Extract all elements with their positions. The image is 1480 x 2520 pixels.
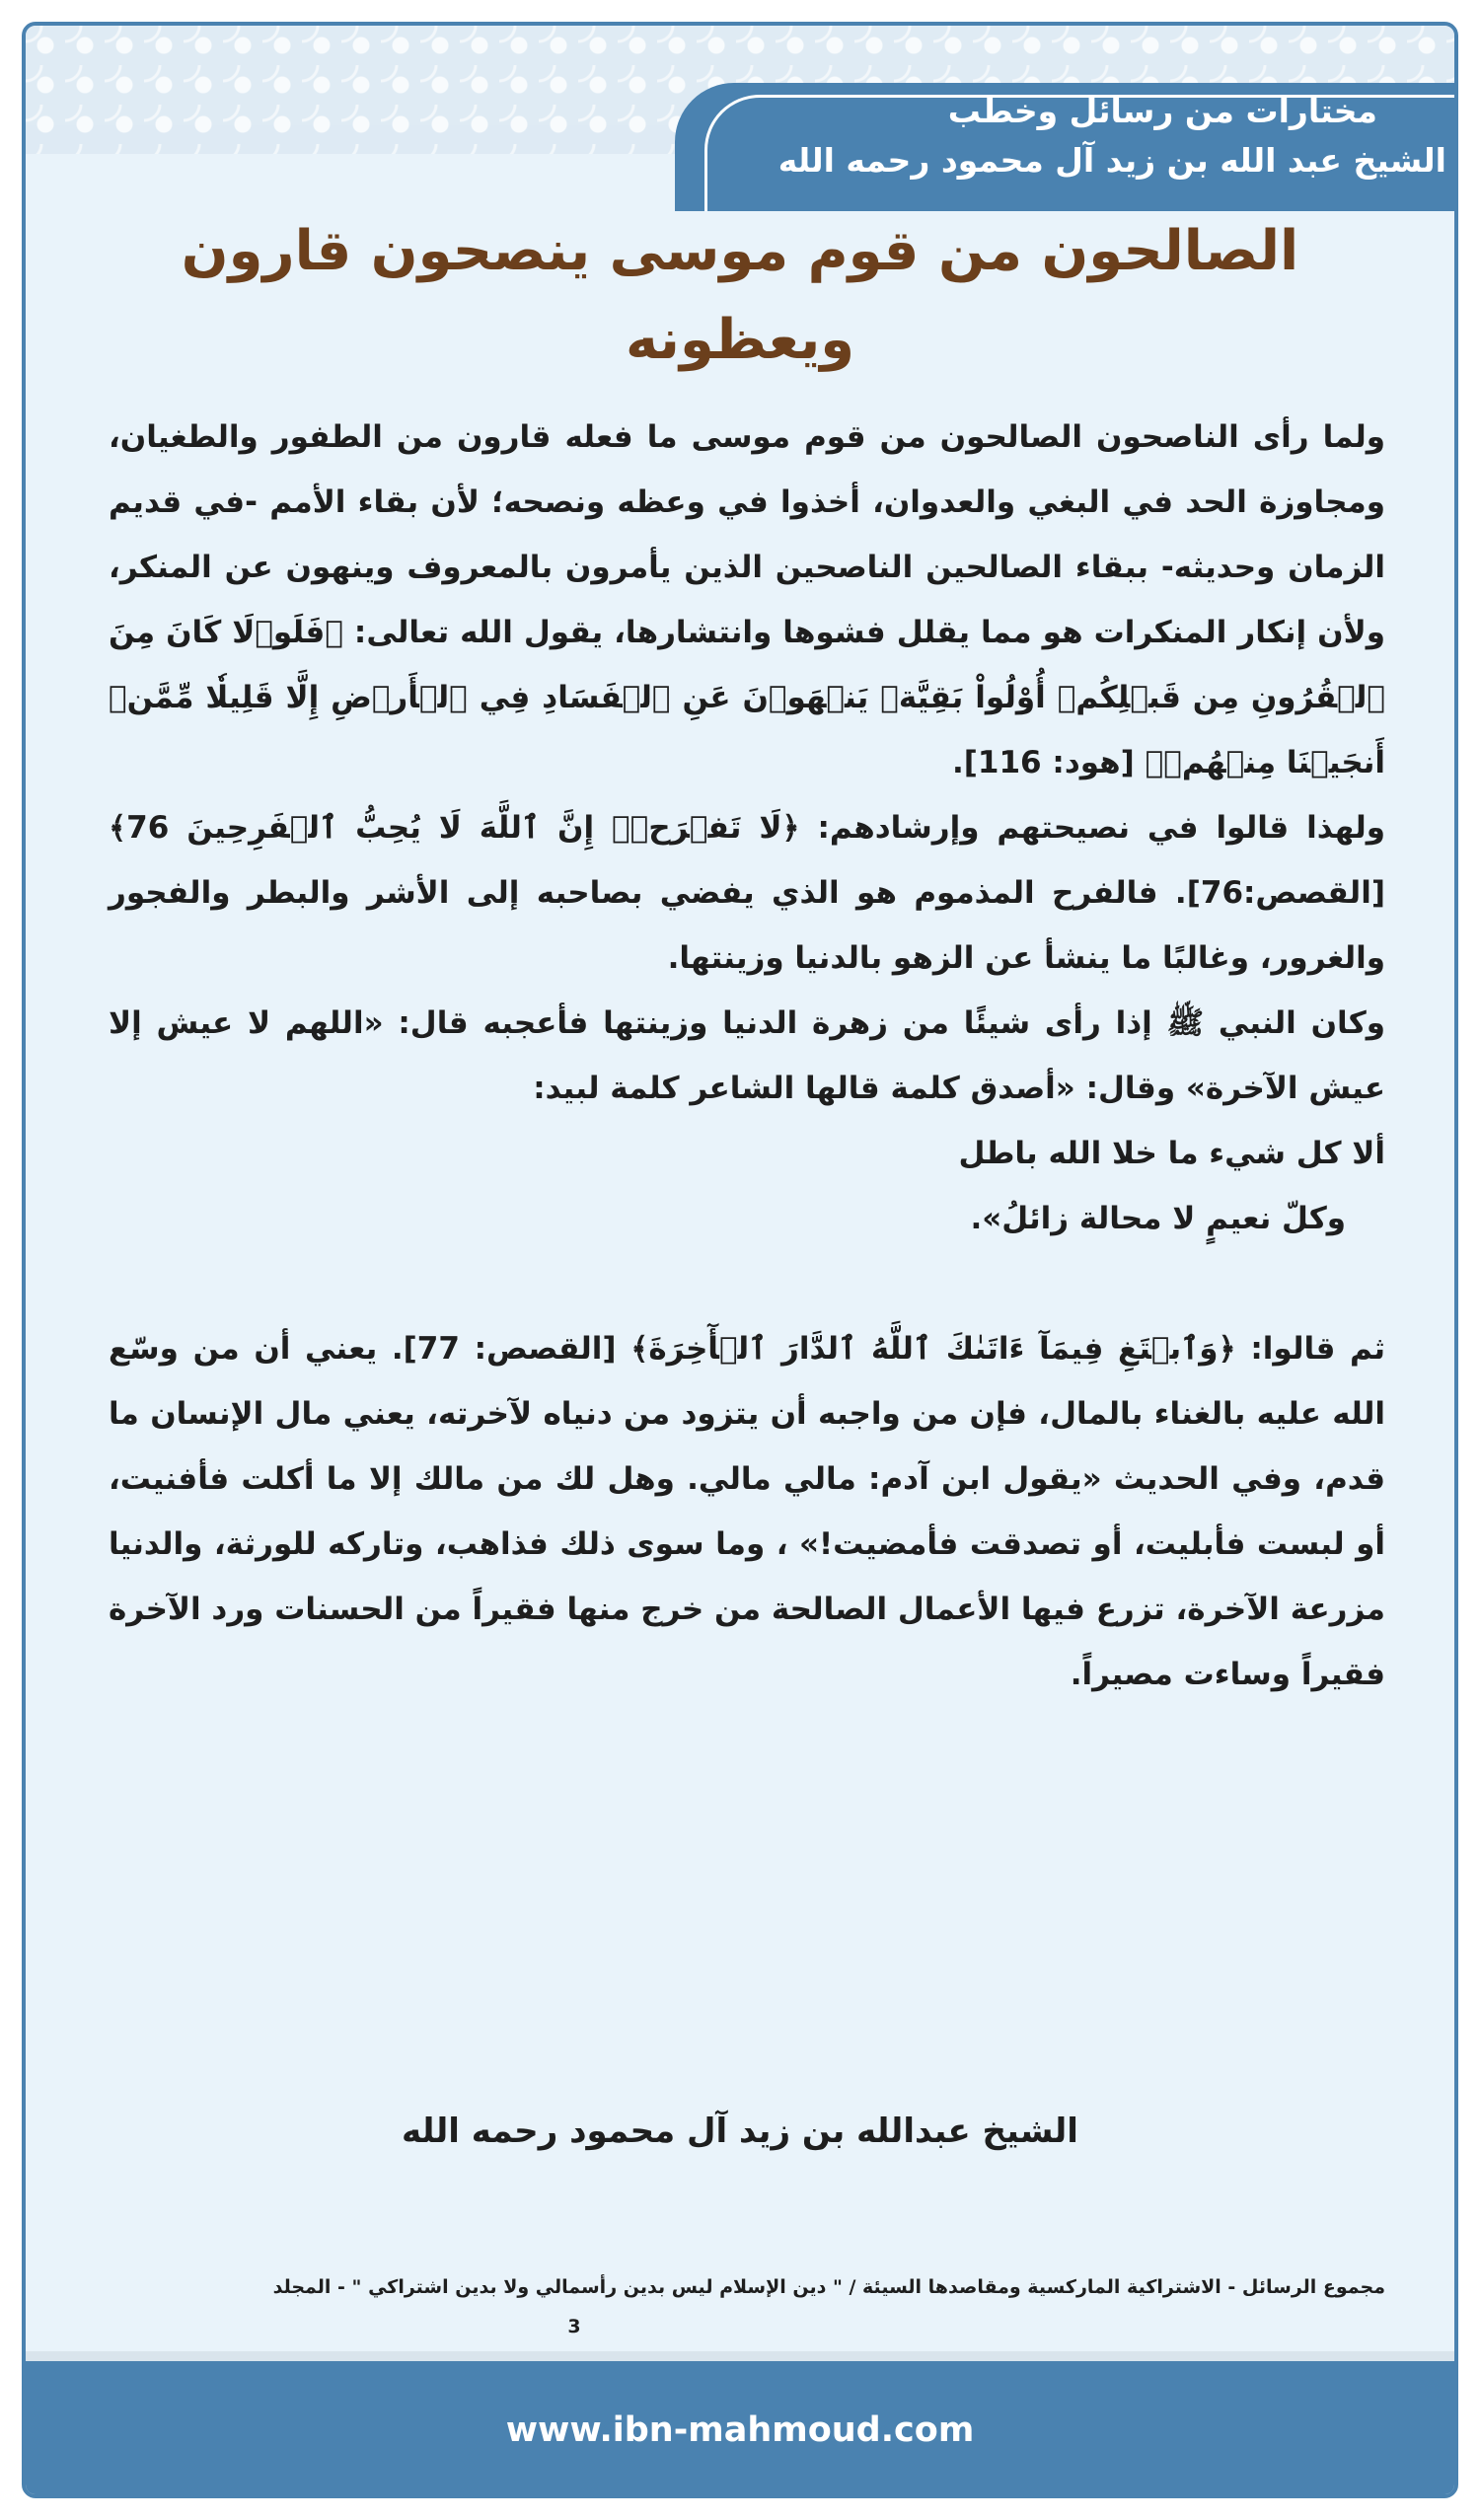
footnote-volume: 3: [567, 2316, 581, 2337]
author-name: الشيخ عبد الله بن زيد آل محمود رحمه الله: [777, 141, 1446, 180]
footnote-source: مجموع الرسائل - الاشتراكية الماركسية ومقاصدها السيئة / " دين الإسلام ليس بدين رأسمالي ولا بدين اشتراكي " - المجلد: [272, 2276, 1385, 2298]
article-title: الصالحون من قوم موسى ينصحون قارون ويعظونه: [181, 219, 1299, 372]
series-title: مختارات من رسائل وخطب: [947, 92, 1377, 130]
website-link[interactable]: www.ibn-mahmoud.com: [505, 2410, 975, 2450]
footer-divider: [26, 2351, 1454, 2361]
paragraph: ثم قالوا: ﴿وَٱبۡتَغِ فِيمَآ ءَاتَىٰكَ ٱللَّهُ ٱلدَّارَ ٱلۡأٓخِرَةَ﴾ [القصص: 77]. يعني أن من وسّع الله عليه بالغناء بالمال، فإن من واجبه أن يتزود من دنياه لآخرته، يعني مال الإنسان ما قدم، وفي الحديث «يقول ابن آدم: مالي مالي. وهل لك من مالك إلا ما أكلت فأفنيت، أو لبست فأبليت، أو تصدقت فأمضيت!» ، وما سوى ذلك فذاهب، وتاركه للورثة، والدنيا مزرعة الآخرة، تزرع فيها الأعمال الصالحة من خرج منها فقيراً من الحسنات ورد الآخرة فقيراً وساءت مصيراً.: [109, 1331, 1385, 1692]
series-header: [778, 87, 1446, 185]
spacer: [109, 1251, 1385, 1316]
paragraph: وكان النبي ﷺ إذا رأى شيئًا من زهرة الدنيا وزينتها فأعجبه قال: «اللهم لا عيش إلا عيش الآخرة» وقال: «أصدق كلمة قالها الشاعر كلمة لبيد:: [109, 1005, 1385, 1106]
footnote: [89, 2267, 1385, 2346]
article-body: [109, 405, 1385, 1707]
poem-line: وكلّ نعيمٍ لا محالة زائلُ».: [970, 1201, 1346, 1236]
poem-line: ألا كل شيء ما خلا الله باطل: [958, 1136, 1385, 1171]
poem: [109, 1121, 1385, 1251]
paragraph: ولهذا قالوا في نصيحتهم وإرشادهم: ﴿لَا تَفۡرَحۡۖ إِنَّ ٱللَّهَ لَا يُحِبُّ ٱلۡفَرِحِينَ 76﴾ [القصص:76]. فالفرح المذموم هو الذي يفضي بصاحبه إلى الأشر والبطر والفجور والغرور، وغالبًا ما ينشأ عن الزهو بالدنيا وزينتها.: [109, 810, 1385, 976]
signature: الشيخ عبدالله بن زيد آل محمود رحمه الله: [402, 2112, 1078, 2151]
paragraph: ولما رأى الناصحون الصالحون من قوم موسى ما فعله قارون من الطفور والطغيان، ومجاوزة الحد في البغي والعدوان، أخذوا في وعظه ونصحه؛ لأن بقاء الأمم -في قديم الزمان وحديثه- ببقاء الصالحين الناصحين الذين يأمرون بالمعروف وينهون عن المنكر، ولأن إنكار المنكرات هو مما يقلل فشوها وانتشارها، يقول الله تعالى: ﴿فَلَوۡلَا كَانَ مِنَ ٱلۡقُرُونِ مِن قَبۡلِكُمۡ أُوْلُواْ بَقِيَّةٖ يَنۡهَوۡنَ عَنِ ٱلۡفَسَادِ فِي ٱلۡأَرۡضِ إِلَّا قَلِيلٗا مِّمَّنۡ أَنجَيۡنَا مِنۡهُمۡ﴾ [هود: 116].: [109, 419, 1385, 780]
